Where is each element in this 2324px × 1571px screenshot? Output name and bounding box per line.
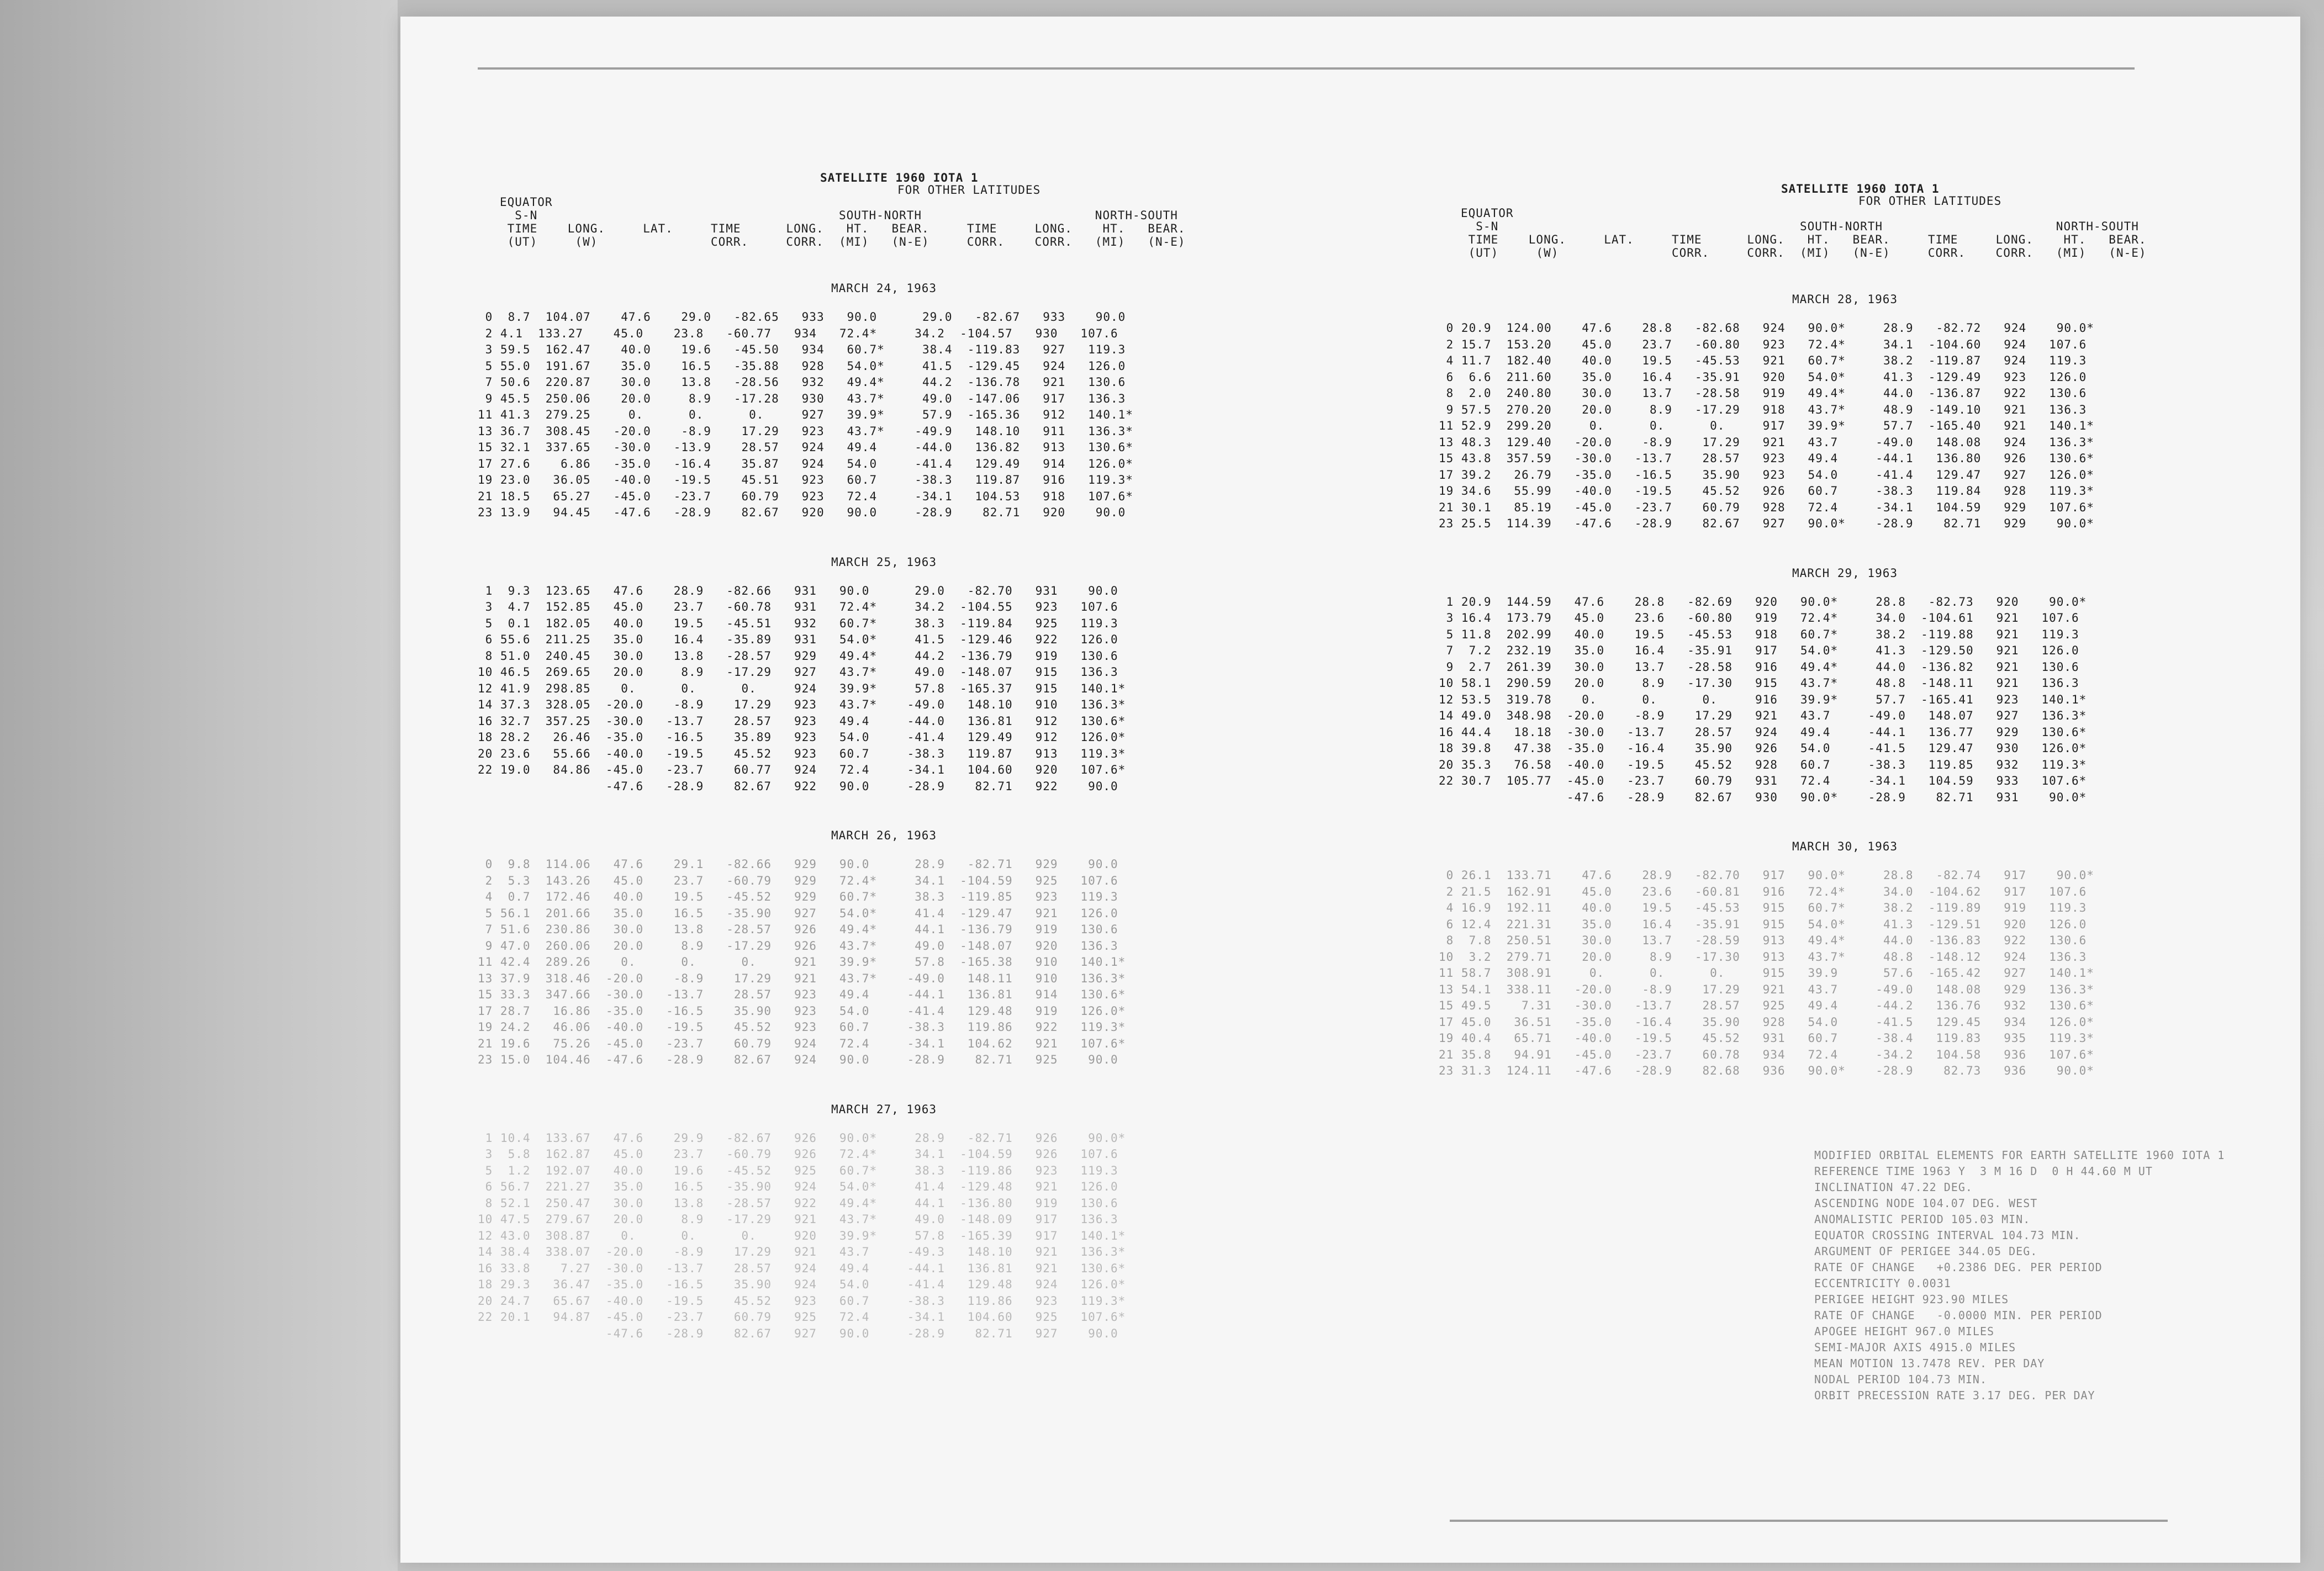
table-row: 13 48.3 129.40 -20.0 -8.9 17.29 921 43.7 -49.0 148.08 924 136.3* <box>1439 435 2094 449</box>
table-row: 6 6.6 211.60 35.0 16.4 -35.91 920 54.0* 41.3 -129.49 923 126.0 <box>1439 370 2087 384</box>
orbital-element-line: ECCENTRICITY 0.0031 <box>1814 1277 1951 1290</box>
table-row: 18 39.8 47.38 -35.0 -16.4 35.90 926 54.0 -41.5 129.47 930 126.0* <box>1439 742 2087 755</box>
table-row: 23 31.3 124.11 -47.6 -28.9 82.68 936 90.0* -28.9 82.73 936 90.0* <box>1439 1064 2094 1077</box>
table-row: 23 15.0 104.46 -47.6 -28.9 82.67 924 90.0 -28.9 82.71 925 90.0 <box>478 1053 1118 1066</box>
table-row: 9 47.0 260.06 20.0 8.9 -17.29 926 43.7* 49.0 -148.07 920 136.3 <box>478 939 1118 953</box>
table-subtitle: FOR OTHER LATITUDES <box>897 183 1041 197</box>
table-row: 11 41.3 279.25 0. 0. 0. 927 39.9* 57.9 -165.36 912 140.1* <box>478 408 1133 421</box>
table-row: 8 7.8 250.51 30.0 13.7 -28.59 913 49.4* 44.0 -136.83 922 130.6 <box>1439 934 2087 947</box>
section-date: MARCH 28, 1963 <box>1792 293 1898 306</box>
table-row: 4 16.9 192.11 40.0 19.5 -45.53 915 60.7* 38.2 -119.89 919 119.3 <box>1439 901 2087 914</box>
table-row: 11 52.9 299.20 0. 0. 0. 917 39.9* 57.7 -165.40 921 140.1* <box>1439 419 2094 432</box>
orbital-element-line: RATE OF CHANGE -0.0000 MIN. PER PERIOD <box>1814 1309 2103 1322</box>
table-row: 10 3.2 279.71 20.0 8.9 -17.30 913 43.7* 48.8 -148.12 924 136.3 <box>1439 950 2087 964</box>
table-row: 19 34.6 55.99 -40.0 -19.5 45.52 926 60.7 -38.3 119.84 928 119.3* <box>1439 484 2094 498</box>
table-row: 14 37.3 328.05 -20.0 -8.9 17.29 923 43.7* -49.0 148.10 910 136.3* <box>478 698 1126 711</box>
table-row: 13 54.1 338.11 -20.0 -8.9 17.29 921 43.7 -49.0 148.08 929 136.3* <box>1439 982 2094 996</box>
table-row: 16 32.7 357.25 -30.0 -13.7 28.57 923 49.4 -44.0 136.81 912 130.6* <box>478 714 1126 728</box>
table-row: -47.6 -28.9 82.67 922 90.0 -28.9 82.71 922 90.0 <box>478 779 1118 793</box>
table-row: 5 0.1 182.05 40.0 19.5 -45.51 932 60.7* 38.3 -119.84 925 119.3 <box>478 616 1118 630</box>
table-row: 16 33.8 7.27 -30.0 -13.7 28.57 924 49.4 -44.1 136.81 921 130.6* <box>478 1261 1126 1275</box>
table-row: 0 20.9 124.00 47.6 28.8 -82.68 924 90.0* 28.9 -82.72 924 90.0* <box>1439 321 2094 335</box>
table-row: 6 12.4 221.31 35.0 16.4 -35.91 915 54.0* 41.3 -129.51 920 126.0 <box>1439 917 2087 931</box>
table-row: 8 52.1 250.47 30.0 13.8 -28.57 922 49.4* 44.1 -136.80 919 130.6 <box>478 1196 1118 1210</box>
table-row: 22 20.1 94.87 -45.0 -23.7 60.79 925 72.4 -34.1 104.60 925 107.6* <box>478 1310 1126 1324</box>
table-row: 9 57.5 270.20 20.0 8.9 -17.29 918 43.7* 48.9 -149.10 921 136.3 <box>1439 403 2087 416</box>
table-row: 19 23.0 36.05 -40.0 -19.5 45.51 923 60.7 -38.3 119.87 916 119.3* <box>478 473 1133 486</box>
table-row: 15 33.3 347.66 -30.0 -13.7 28.57 923 49.4 -44.1 136.81 914 130.6* <box>478 988 1126 1001</box>
table-row: 11 58.7 308.91 0. 0. 0. 915 39.9 57.6 -165.42 927 140.1* <box>1439 966 2094 980</box>
table-row: 12 53.5 319.78 0. 0. 0. 916 39.9* 57.7 -165.41 923 140.1* <box>1439 692 2087 706</box>
orbital-element-line: SEMI-MAJOR AXIS 4915.0 MILES <box>1814 1341 2016 1354</box>
section-date: MARCH 24, 1963 <box>831 282 937 295</box>
table-row: 2 4.1 133.27 45.0 23.8 -60.77 934 72.4* 34.2 -104.57 930 107.6 <box>478 326 1118 340</box>
table-row: 7 50.6 220.87 30.0 13.8 -28.56 932 49.4* 44.2 -136.78 921 130.6 <box>478 375 1126 389</box>
table-row: 19 24.2 46.06 -40.0 -19.5 45.52 923 60.7 -38.3 119.86 922 119.3* <box>478 1020 1126 1034</box>
table-row: 0 9.8 114.06 47.6 29.1 -82.66 929 90.0 28.9 -82.71 929 90.0 <box>478 858 1118 871</box>
section-date: MARCH 25, 1963 <box>831 555 937 569</box>
table-row: 9 2.7 261.39 30.0 13.7 -28.58 916 49.4* 44.0 -136.82 921 130.6 <box>1439 660 2079 674</box>
table-row: 4 11.7 182.40 40.0 19.5 -45.53 921 60.7* 38.2 -119.87 924 119.3 <box>1439 354 2087 367</box>
table-row: 16 44.4 18.18 -30.0 -13.7 28.57 924 49.4 -44.1 136.77 929 130.6* <box>1439 725 2087 739</box>
table-row: 3 16.4 173.79 45.0 23.6 -60.80 919 72.4* 34.0 -104.61 921 107.6 <box>1439 611 2079 625</box>
table-row: 23 13.9 94.45 -47.6 -28.9 82.67 920 90.0 -28.9 82.71 920 90.0 <box>478 506 1126 519</box>
column-header-line: TIME LONG. LAT. TIME LONG. HT. BEAR. TIME LONG. HT. BEAR. <box>1461 233 2147 246</box>
table-row: 15 49.5 7.31 -30.0 -13.7 28.57 925 49.4 -44.2 136.76 932 130.6* <box>1439 999 2094 1012</box>
table-row: 2 21.5 162.91 45.0 23.6 -60.81 916 72.4* 34.0 -104.62 917 107.6 <box>1439 885 2087 898</box>
table-row: 21 18.5 65.27 -45.0 -23.7 60.79 923 72.4 -34.1 104.53 918 107.6* <box>478 489 1133 503</box>
orbital-element-line: RATE OF CHANGE +0.2386 DEG. PER PERIOD <box>1814 1261 2103 1274</box>
table-row: 1 20.9 144.59 47.6 28.8 -82.69 920 90.0* 28.8 -82.73 920 90.0* <box>1439 595 2087 609</box>
top-rule <box>478 67 2135 70</box>
table-row: 1 10.4 133.67 47.6 29.9 -82.67 926 90.0* 28.9 -82.71 926 90.0* <box>478 1131 1126 1145</box>
section-date: MARCH 26, 1963 <box>831 829 937 842</box>
table-row: 4 0.7 172.46 40.0 19.5 -45.52 929 60.7* 38.3 -119.85 923 119.3 <box>478 890 1118 903</box>
table-title: SATELLITE 1960 IOTA 1 <box>1781 182 1940 195</box>
table-row: 10 58.1 290.59 20.0 8.9 -17.30 915 43.7* 48.8 -148.11 921 136.3 <box>1439 676 2079 690</box>
table-row: 19 40.4 65.71 -40.0 -19.5 45.52 931 60.7 -38.4 119.83 935 119.3* <box>1439 1032 2094 1045</box>
table-row: 20 35.3 76.58 -40.0 -19.5 45.52 928 60.7 -38.3 119.85 932 119.3* <box>1439 758 2087 771</box>
table-row: 2 5.3 143.26 45.0 23.7 -60.79 929 72.4* 34.1 -104.59 925 107.6 <box>478 874 1118 887</box>
table-row: 5 1.2 192.07 40.0 19.6 -45.52 925 60.7* 38.3 -119.86 923 119.3 <box>478 1163 1118 1177</box>
orbital-element-line: REFERENCE TIME 1963 Y 3 M 16 D 0 H 44.60 M UT <box>1814 1165 2153 1178</box>
orbital-element-line: ARGUMENT OF PERIGEE 344.05 DEG. <box>1814 1245 2038 1258</box>
orbital-element-line: APOGEE HEIGHT 967.0 MILES <box>1814 1325 1995 1338</box>
table-row: 1 9.3 123.65 47.6 28.9 -82.66 931 90.0 29.0 -82.70 931 90.0 <box>478 584 1118 597</box>
column-header-line: S-N SOUTH-NORTH NORTH-SOUTH <box>1461 220 2139 233</box>
column-header-line: S-N SOUTH-NORTH NORTH-SOUTH <box>500 209 1178 222</box>
table-row: 7 7.2 232.19 35.0 16.4 -35.91 917 54.0* 41.3 -129.50 921 126.0 <box>1439 644 2079 657</box>
table-row: 23 25.5 114.39 -47.6 -28.9 82.67 927 90.0* -28.9 82.71 929 90.0* <box>1439 517 2094 530</box>
table-row: 0 8.7 104.07 47.6 29.0 -82.65 933 90.0 29.0 -82.67 933 90.0 <box>478 310 1126 324</box>
table-row: 15 43.8 357.59 -30.0 -13.7 28.57 923 49.4 -44.1 136.80 926 130.6* <box>1439 452 2094 465</box>
table-row: 18 29.3 36.47 -35.0 -16.5 35.90 924 54.0 -41.4 129.48 924 126.0* <box>478 1278 1126 1291</box>
table-row: -47.6 -28.9 82.67 927 90.0 -28.9 82.71 927 90.0 <box>478 1326 1118 1340</box>
table-row: 12 41.9 298.85 0. 0. 0. 924 39.9* 57.8 -165.37 915 140.1* <box>478 681 1126 695</box>
table-subtitle: FOR OTHER LATITUDES <box>1858 194 2002 208</box>
table-row: 14 49.0 348.98 -20.0 -8.9 17.29 921 43.7 -49.0 148.07 927 136.3* <box>1439 709 2087 722</box>
table-row: 0 26.1 133.71 47.6 28.9 -82.70 917 90.0* 28.8 -82.74 917 90.0* <box>1439 869 2094 882</box>
table-row: 8 51.0 240.45 30.0 13.8 -28.57 929 49.4* 44.2 -136.79 919 130.6 <box>478 649 1118 663</box>
table-row: 21 19.6 75.26 -45.0 -23.7 60.79 924 72.4 -34.1 104.62 921 107.6* <box>478 1036 1126 1050</box>
table-row: 10 47.5 279.67 20.0 8.9 -17.29 921 43.7* 49.0 -148.09 917 136.3 <box>478 1213 1118 1226</box>
section-date: MARCH 27, 1963 <box>831 1102 937 1116</box>
table-row: 20 24.7 65.67 -40.0 -19.5 45.52 923 60.7 -38.3 119.86 923 119.3* <box>478 1294 1126 1308</box>
table-title: SATELLITE 1960 IOTA 1 <box>820 171 979 184</box>
table-row: 10 46.5 269.65 20.0 8.9 -17.29 927 43.7* 49.0 -148.07 915 136.3 <box>478 665 1118 679</box>
table-row: 6 56.7 221.27 35.0 16.5 -35.90 924 54.0* 41.4 -129.48 921 126.0 <box>478 1180 1118 1193</box>
table-row: 21 30.1 85.19 -45.0 -23.7 60.79 928 72.4 -34.1 104.59 929 107.6* <box>1439 500 2094 514</box>
left-margin-strip <box>0 0 398 1571</box>
orbital-element-line: ANOMALISTIC PERIOD 105.03 MIN. <box>1814 1213 2031 1226</box>
table-row: 17 45.0 36.51 -35.0 -16.4 35.90 928 54.0 -41.5 129.45 934 126.0* <box>1439 1015 2094 1029</box>
orbital-element-line: EQUATOR CROSSING INTERVAL 104.73 MIN. <box>1814 1229 2081 1242</box>
column-header-line: (UT) (W) CORR. CORR. (MI) (N-E) CORR. CORR. (MI) (N-E) <box>500 235 1186 248</box>
table-row: 15 32.1 337.65 -30.0 -13.9 28.57 924 49.4 -44.0 136.82 913 130.6* <box>478 441 1133 454</box>
table-row: 8 2.0 240.80 30.0 13.7 -28.58 919 49.4* 44.0 -136.87 922 130.6 <box>1439 387 2087 400</box>
table-row: 3 5.8 162.87 45.0 23.7 -60.79 926 72.4* 34.1 -104.59 926 107.6 <box>478 1147 1118 1161</box>
table-row: 17 39.2 26.79 -35.0 -16.5 35.90 923 54.0 -41.4 129.47 927 126.0* <box>1439 468 2094 482</box>
table-row: 22 19.0 84.86 -45.0 -23.7 60.77 924 72.4 -34.1 104.60 920 107.6* <box>478 763 1126 776</box>
table-row: 9 45.5 250.06 20.0 8.9 -17.28 930 43.7* 49.0 -147.06 917 136.3 <box>478 392 1126 405</box>
table-row: 5 11.8 202.99 40.0 19.5 -45.53 918 60.7* 38.2 -119.88 921 119.3 <box>1439 627 2079 641</box>
column-header-line: TIME LONG. LAT. TIME LONG. HT. BEAR. TIME LONG. HT. BEAR. <box>500 222 1186 235</box>
table-row: 5 56.1 201.66 35.0 16.5 -35.90 927 54.0* 41.4 -129.47 921 126.0 <box>478 906 1118 920</box>
section-date: MARCH 30, 1963 <box>1792 840 1898 853</box>
orbital-element-line: INCLINATION 47.22 DEG. <box>1814 1181 1973 1194</box>
table-row: 18 28.2 26.46 -35.0 -16.5 35.89 923 54.0 -41.4 129.49 912 126.0* <box>478 731 1126 744</box>
table-row: 7 51.6 230.86 30.0 13.8 -28.57 926 49.4* 44.1 -136.79 919 130.6 <box>478 923 1118 936</box>
table-row: 12 43.0 308.87 0. 0. 0. 920 39.9* 57.8 -165.39 917 140.1* <box>478 1229 1126 1242</box>
table-row: 2 15.7 153.20 45.0 23.7 -60.80 923 72.4* 34.1 -104.60 924 107.6 <box>1439 337 2087 351</box>
section-date: MARCH 29, 1963 <box>1792 566 1898 580</box>
table-row: 3 59.5 162.47 40.0 19.6 -45.50 934 60.7* 38.4 -119.83 927 119.3 <box>478 343 1126 356</box>
orbital-element-line: MODIFIED ORBITAL ELEMENTS FOR EARTH SATELLITE 1960 IOTA 1 <box>1814 1149 2225 1162</box>
table-row: 6 55.6 211.25 35.0 16.4 -35.89 931 54.0* 41.5 -129.46 922 126.0 <box>478 633 1118 646</box>
table-row: 22 30.7 105.77 -45.0 -23.7 60.79 931 72.4 -34.1 104.59 933 107.6* <box>1439 774 2087 787</box>
table-row: 17 28.7 16.86 -35.0 -16.5 35.90 923 54.0 -41.4 129.48 919 126.0* <box>478 1004 1126 1018</box>
table-row: 21 35.8 94.91 -45.0 -23.7 60.78 934 72.4 -34.2 104.58 936 107.6* <box>1439 1048 2094 1061</box>
table-row: 14 38.4 338.07 -20.0 -8.9 17.29 921 43.7 -49.3 148.10 921 136.3* <box>478 1245 1126 1258</box>
column-header-line: EQUATOR <box>500 195 553 209</box>
table-row: 17 27.6 6.86 -35.0 -16.4 35.87 924 54.0 -41.4 129.49 914 126.0* <box>478 457 1133 470</box>
table-row: -47.6 -28.9 82.67 930 90.0* -28.9 82.71 931 90.0* <box>1439 790 2087 804</box>
column-header-line: EQUATOR <box>1461 207 1514 220</box>
bottom-rule <box>1450 1520 2168 1522</box>
table-row: 13 37.9 318.46 -20.0 -8.9 17.29 921 43.7* -49.0 148.11 910 136.3* <box>478 971 1126 985</box>
document-sheet <box>400 17 2300 1563</box>
orbital-element-line: MEAN MOTION 13.7478 REV. PER DAY <box>1814 1357 2045 1370</box>
column-header-line: (UT) (W) CORR. CORR. (MI) (N-E) CORR. CORR. (MI) (N-E) <box>1461 246 2147 260</box>
orbital-element-line: PERIGEE HEIGHT 923.90 MILES <box>1814 1293 2009 1306</box>
table-row: 20 23.6 55.66 -40.0 -19.5 45.52 923 60.7 -38.3 119.87 913 119.3* <box>478 747 1126 760</box>
table-row: 13 36.7 308.45 -20.0 -8.9 17.29 923 43.7* -49.9 148.10 911 136.3* <box>478 424 1133 438</box>
orbital-element-line: NODAL PERIOD 104.73 MIN. <box>1814 1373 1987 1386</box>
orbital-element-line: ASCENDING NODE 104.07 DEG. WEST <box>1814 1197 2038 1210</box>
orbital-element-line: ORBIT PRECESSION RATE 3.17 DEG. PER DAY <box>1814 1389 2095 1402</box>
table-row: 5 55.0 191.67 35.0 16.5 -35.88 928 54.0* 41.5 -129.45 924 126.0 <box>478 359 1126 373</box>
table-row: 3 4.7 152.85 45.0 23.7 -60.78 931 72.4* 34.2 -104.55 923 107.6 <box>478 600 1118 613</box>
table-row: 11 42.4 289.26 0. 0. 0. 921 39.9* 57.8 -165.38 910 140.1* <box>478 955 1126 969</box>
